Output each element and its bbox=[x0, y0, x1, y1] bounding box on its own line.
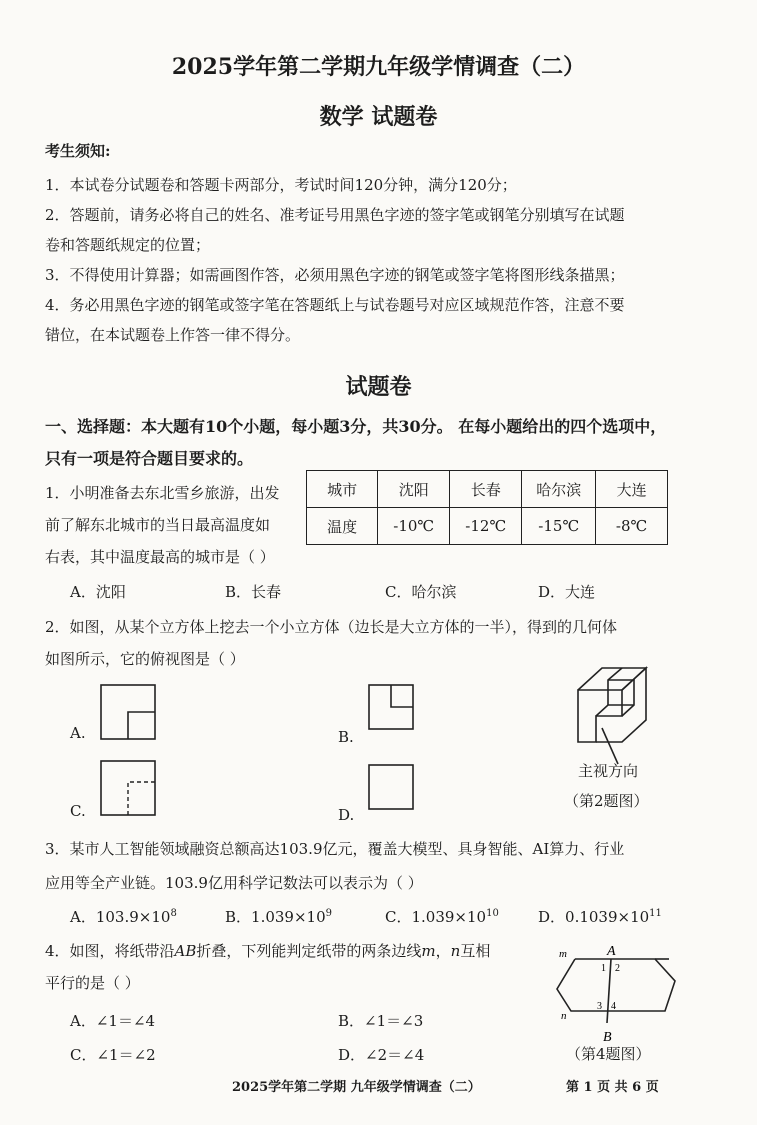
q1-option-c: C．哈尔滨 bbox=[385, 583, 457, 601]
notice-item: 4．务必用黑色字迹的钢笔或签字笔在答题纸上与试卷题号对应区域规范作答，注意不要 bbox=[45, 296, 625, 314]
section-title: 试题卷 bbox=[345, 374, 412, 400]
q3-option-d: D．$0.1039\times 10^{11}$ bbox=[538, 908, 662, 926]
q2-view-direction-label: 主视方向 bbox=[578, 762, 639, 780]
table-row bbox=[307, 471, 668, 508]
q2-option-a-figure bbox=[100, 684, 160, 744]
table-cell: 沈阳 bbox=[378, 471, 450, 508]
notice-item: 2．答题前，请务必将自己的姓名、准考证号用黑色字迹的签字笔或钢笔分别填写在试题 bbox=[45, 206, 625, 224]
q4-figure-caption: （第4题图） bbox=[566, 1045, 651, 1063]
q4-text-line1: 4．如图，将纸带沿AB折叠，下列能判定纸带的两条边线m，n互相 bbox=[45, 942, 491, 960]
q1-text-line: 1．小明准备去东北雪乡旅游，出发 bbox=[45, 484, 280, 502]
table-cell: -12℃ bbox=[450, 508, 522, 545]
notice-item: 卷和答题纸规定的位置； bbox=[45, 236, 211, 254]
q2-option-a-label: A. bbox=[70, 724, 86, 742]
notice-heading: 考生须知: bbox=[45, 142, 111, 160]
table-cell: 温度 bbox=[307, 508, 378, 545]
q2-option-c-figure bbox=[100, 760, 160, 820]
q3-text-line: 3．某市人工智能领域融资总额高达103.9亿元，覆盖大模型、具身智能、AI算力、行业 bbox=[45, 840, 625, 858]
q2-solid-figure bbox=[574, 660, 674, 770]
table-row bbox=[307, 508, 668, 545]
q2-option-b-label: B. bbox=[338, 728, 354, 746]
q3-option-a: A．$103.9\times 10^8$ bbox=[70, 908, 177, 926]
notice-item: 错位，在本试题卷上作答一律不得分。 bbox=[45, 326, 301, 344]
q4-folded-strip-figure bbox=[545, 945, 685, 1045]
table-cell: -15℃ bbox=[522, 508, 596, 545]
exam-title: 2025学年第二学期九年级学情调查（二） bbox=[171, 54, 586, 80]
q3-option-b: B．$1.039\times 10^9$ bbox=[225, 908, 332, 926]
q1-text-line: 右表，其中温度最高的城市是（ ） bbox=[45, 548, 275, 566]
part1-heading-line2: 只有一项是符合题目要求的。 bbox=[45, 449, 254, 468]
exam-subtitle: 数学 试题卷 bbox=[319, 104, 438, 130]
q4-option-b: B．∠1＝∠3 bbox=[338, 1012, 424, 1030]
q4-option-c: C．∠1＝∠2 bbox=[70, 1046, 156, 1064]
q4-label-a: A bbox=[607, 945, 616, 959]
q4-angle-4: 4 bbox=[611, 1001, 616, 1012]
table-cell: 大连 bbox=[596, 471, 668, 508]
q4-label-m: m bbox=[559, 948, 567, 960]
q4-label-n: n bbox=[561, 1010, 567, 1022]
q4-option-d: D．∠2＝∠4 bbox=[338, 1046, 425, 1064]
q3-option-c: C．$1.039\times 10^{10}$ bbox=[385, 908, 499, 926]
q2-option-b-figure bbox=[368, 684, 418, 734]
table-cell: 哈尔滨 bbox=[522, 471, 596, 508]
notice-item: 3．不得使用计算器；如需画图作答，必须用黑色字迹的钢笔或签字笔将图形线条描黑； bbox=[45, 266, 625, 284]
part1-heading-line1: 一、选择题：本大题有10个小题，每小题3分，共30分。 在每小题给出的四个选项中， bbox=[45, 417, 667, 436]
table-cell: -8℃ bbox=[596, 508, 668, 545]
q1-option-d: D．大连 bbox=[538, 583, 596, 601]
q4-angle-1: 1 bbox=[601, 963, 606, 974]
q1-text-line: 前了解东北城市的当日最高温度如 bbox=[45, 516, 271, 534]
q2-option-d-figure bbox=[368, 764, 418, 814]
q2-text-line: 如图所示，它的俯视图是（ ） bbox=[45, 650, 245, 668]
q4-label-b: B bbox=[603, 1030, 612, 1045]
q2-option-c-label: C. bbox=[70, 802, 86, 820]
table-cell: 城市 bbox=[307, 471, 378, 508]
notice-item: 1．本试卷分试题卷和答题卡两部分，考试时间120分钟，满分120分； bbox=[45, 176, 517, 194]
q4-text-line2: 平行的是（ ） bbox=[45, 974, 140, 992]
q4-angle-3: 3 bbox=[597, 1001, 602, 1012]
footer-exam-name: 2025学年第二学期 九年级学情调查（二） bbox=[232, 1080, 481, 1095]
q4-angle-2: 2 bbox=[615, 963, 620, 974]
q3-text-line: 应用等全产业链。103.9亿用科学记数法可以表示为（ ） bbox=[45, 874, 423, 892]
q4-option-a: A．∠1＝∠4 bbox=[70, 1012, 156, 1030]
footer-page-number: 第 1 页 共 6 页 bbox=[566, 1080, 659, 1095]
q2-figure-caption: （第2题图） bbox=[564, 792, 649, 810]
q2-option-d-label: D. bbox=[338, 806, 355, 824]
table-cell: 长春 bbox=[450, 471, 522, 508]
q1-temperature-table bbox=[306, 470, 668, 545]
q1-option-a: A．沈阳 bbox=[70, 583, 126, 601]
q1-option-b: B．长春 bbox=[225, 583, 282, 601]
q2-text-line: 2．如图，从某个立方体上挖去一个小立方体（边长是大立方体的一半），得到的几何体 bbox=[45, 618, 618, 636]
table-cell: -10℃ bbox=[378, 508, 450, 545]
